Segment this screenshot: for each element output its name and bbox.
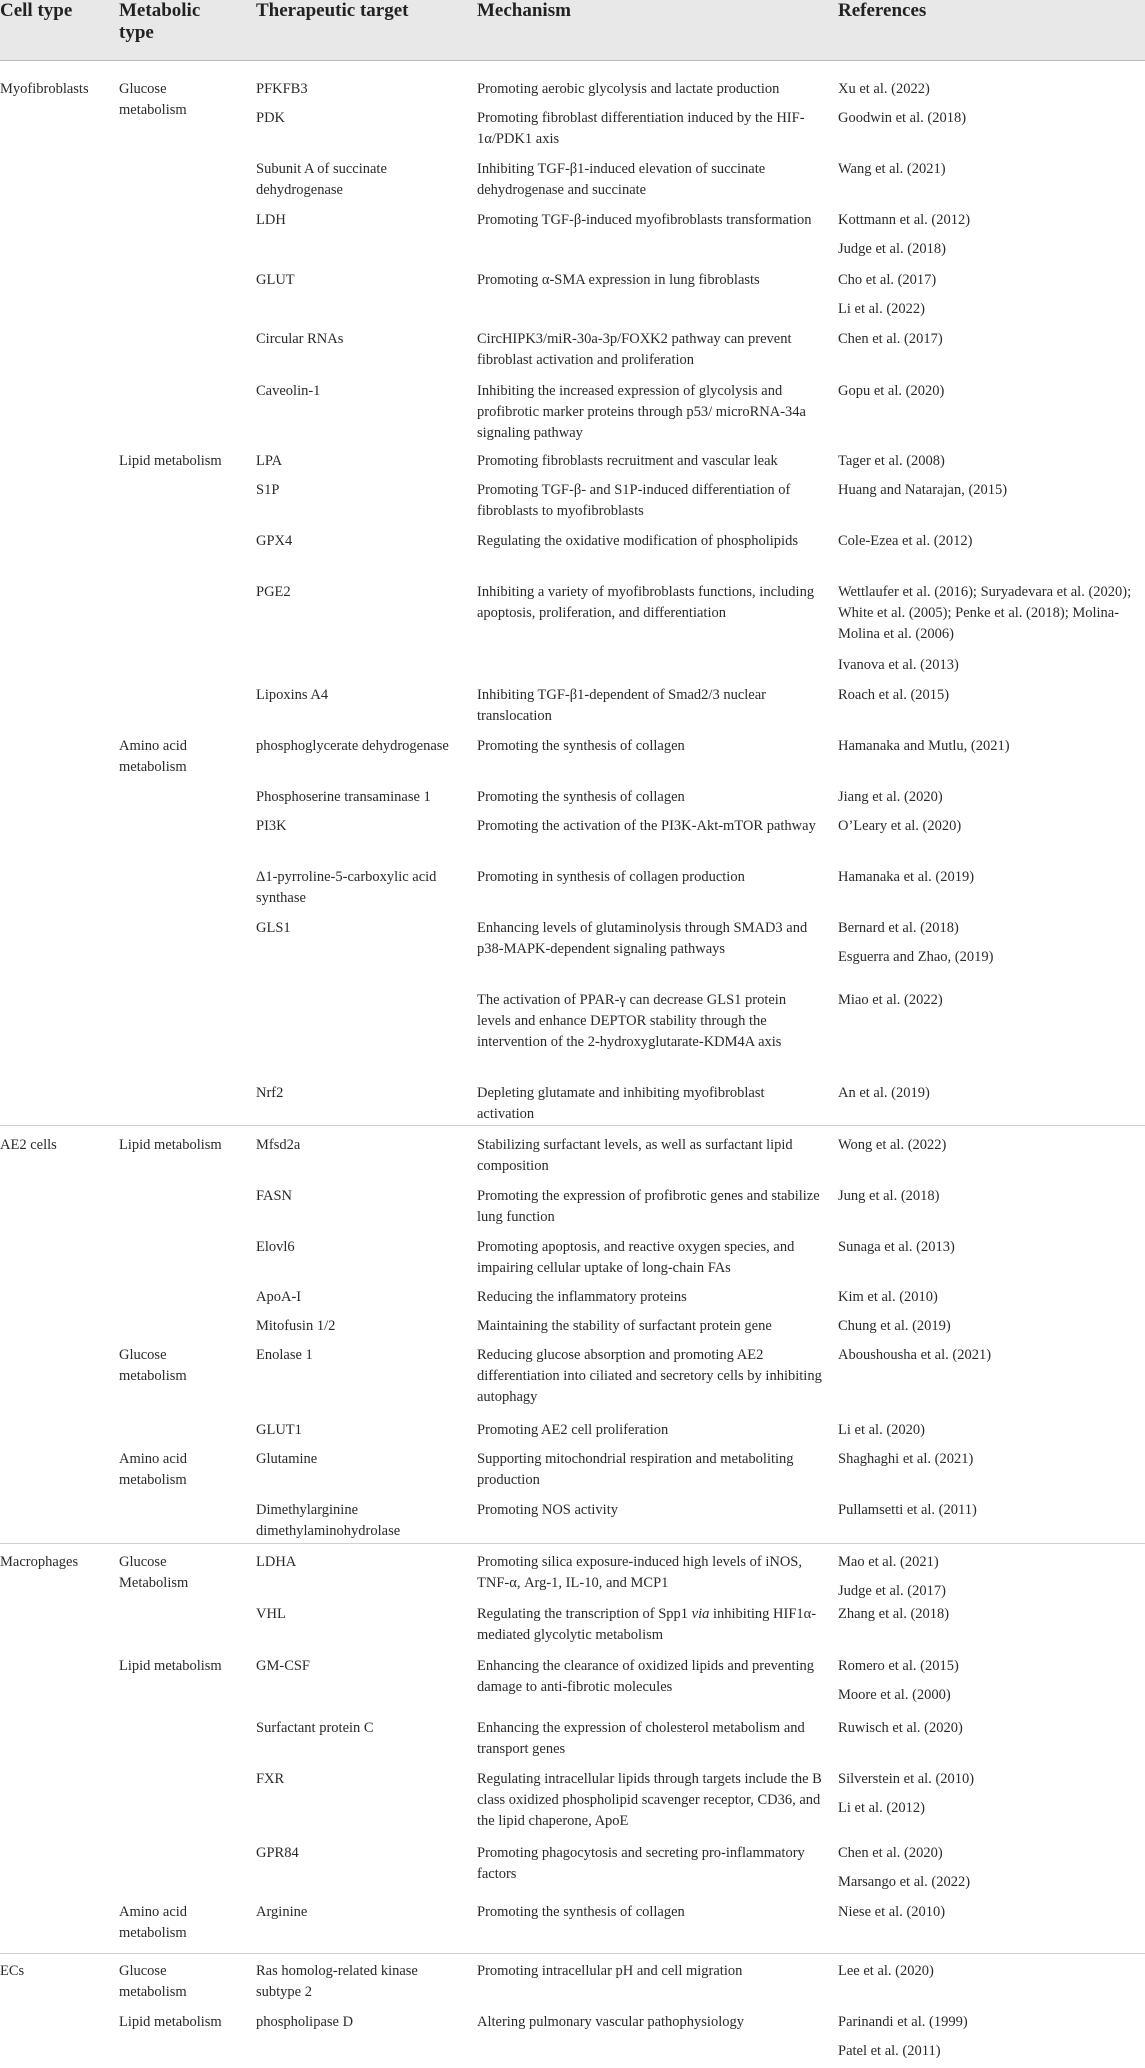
target-cell: PGE2 <box>256 584 291 600</box>
reference-cell: Miao et al. (2022) <box>838 992 943 1008</box>
target-cell: S1P <box>256 482 280 498</box>
cell-type-label: Macrophages <box>0 1554 79 1570</box>
reference-cell: Kim et al. (2010) <box>838 1289 938 1305</box>
reference-cell: Patel et al. (2011) <box>838 2043 941 2059</box>
section-divider <box>0 1125 1145 1126</box>
metabolic-type-label: Lipid metabolism <box>119 1658 222 1674</box>
mechanism-cell: Inhibiting a variety of myofibroblasts functions, including apoptosis, proliferation, and differentiation <box>477 584 815 621</box>
mechanism-cell: Enhancing the expression of cholesterol metabolism and transport genes <box>477 1720 805 1757</box>
reference-cell: Wang et al. (2021) <box>838 161 946 177</box>
target-cell: LDH <box>256 212 286 228</box>
reference-cell: Gopu et al. (2020) <box>838 383 945 399</box>
metabolic-type-label: Lipid metabolism <box>119 453 222 469</box>
target-cell: GM-CSF <box>256 1658 310 1674</box>
reference-cell: Li et al. (2022) <box>838 301 925 317</box>
reference-cell: Wettlaufer et al. (2016); Suryadevara et al. (2020); White et al. (2005); Penke et al. (2018); Molina-Molina et al. (2006) <box>838 584 1132 642</box>
reference-cell: Bernard et al. (2018) <box>838 920 959 936</box>
mechanism-cell: Promoting fibroblast differentiation induced by the HIF-1α/PDK1 axis <box>477 110 805 147</box>
reference-cell: Sunaga et al. (2013) <box>838 1239 955 1255</box>
metabolic-type-label: Glucose Metabolism <box>119 1554 189 1591</box>
metabolic-type-label: Glucose metabolism <box>119 1347 187 1384</box>
mechanism-cell: Promoting the expression of profibrotic genes and stabilize lung function <box>477 1188 820 1225</box>
reference-cell: Mao et al. (2021) <box>838 1554 939 1570</box>
mechanism-cell: Maintaining the stability of surfactant protein gene <box>477 1318 772 1334</box>
reference-cell: Kottmann et al. (2012) <box>838 212 971 228</box>
mechanism-cell-vhl <box>477 1604 822 1646</box>
header-cell-type: Cell type <box>0 0 73 21</box>
header-mechanism: Mechanism <box>477 0 571 21</box>
mechanism-cell: Altering pulmonary vascular pathophysiology <box>477 2014 744 2030</box>
metabolic-type-label: Amino acid metabolism <box>119 738 188 775</box>
target-cell: Caveolin-1 <box>256 383 321 399</box>
target-cell: Ras homolog-related kinase subtype 2 <box>256 1963 418 2000</box>
target-cell: Mfsd2a <box>256 1137 301 1153</box>
target-cell: VHL <box>256 1606 286 1622</box>
reference-cell: Chen et al. (2020) <box>838 1845 943 1861</box>
target-cell: Surfactant protein C <box>256 1720 374 1736</box>
mechanism-cell: Supporting mitochondrial respiration and metaboliting production <box>477 1451 794 1488</box>
header-references: References <box>838 0 927 21</box>
reference-cell: Huang and Natarajan, (2015) <box>838 482 1008 498</box>
metabolic-type-label: Amino acid metabolism <box>119 1451 188 1488</box>
reference-cell: Aboushousha et al. (2021) <box>838 1347 992 1363</box>
target-cell: GPX4 <box>256 533 293 549</box>
reference-cell: Jung et al. (2018) <box>838 1188 940 1204</box>
target-cell: Δ1-pyrroline-5-carboxylic acid synthase <box>256 869 437 906</box>
section-divider <box>0 1543 1145 1544</box>
mechanism-cell: Promoting apoptosis, and reactive oxygen species, and impairing cellular uptake of long-chain FAs <box>477 1239 795 1276</box>
mechanism-cell: Inhibiting TGF-β1-dependent of Smad2/3 nuclear translocation <box>477 687 766 724</box>
target-cell: Arginine <box>256 1904 308 1920</box>
target-cell: GPR84 <box>256 1845 299 1861</box>
mechanism-cell: Promoting the activation of the PI3K-Akt-mTOR pathway <box>477 818 816 834</box>
reference-cell: Niese et al. (2010) <box>838 1904 946 1920</box>
mechanism-cell: CircHIPK3/miR-30a-3p/FOXK2 pathway can prevent fibroblast activation and proliferation <box>477 331 792 368</box>
vhl-mechanism-text-2: inhibiting HIF1α-mediated glycolytic metabolism <box>477 1606 817 1643</box>
target-cell: FXR <box>256 1771 285 1787</box>
target-cell: phospholipase D <box>256 2014 354 2030</box>
metabolic-type-label: Glucose metabolism <box>119 81 187 118</box>
target-cell: GLS1 <box>256 920 291 936</box>
reference-cell: Zhang et al. (2018) <box>838 1606 950 1622</box>
metabolic-type-label: Glucose metabolism <box>119 1963 187 2000</box>
reference-cell: Chung et al. (2019) <box>838 1318 951 1334</box>
target-cell: LDHA <box>256 1554 297 1570</box>
mechanism-cell: Inhibiting TGF-β1-induced elevation of succinate dehydrogenase and succinate <box>477 161 766 198</box>
reference-cell: O’Leary et al. (2020) <box>838 818 962 834</box>
reference-cell: Romero et al. (2015) <box>838 1658 959 1674</box>
metabolic-type-label: Amino acid metabolism <box>119 1904 188 1941</box>
target-cell: FASN <box>256 1188 292 1204</box>
mechanism-cell: Promoting NOS activity <box>477 1502 618 1518</box>
reference-cell: Roach et al. (2015) <box>838 687 950 703</box>
header-metabolic-type: Metabolic type <box>119 0 201 43</box>
target-cell: Phosphoserine transaminase 1 <box>256 789 431 805</box>
mechanism-cell: Promoting silica exposure-induced high levels of iNOS, TNF-α, Arg-1, IL-10, and MCP1 <box>477 1554 802 1591</box>
mechanism-cell: Inhibiting the increased expression of glycolysis and profibrotic marker proteins through p53/ microRNA-34a signaling pathway <box>477 383 806 441</box>
reference-cell: Cho et al. (2017) <box>838 272 937 288</box>
target-cell: phosphoglycerate dehydrogenase <box>256 738 449 754</box>
mechanism-cell: Promoting fibroblasts recruitment and vascular leak <box>477 453 778 469</box>
reference-cell: Judge et al. (2018) <box>838 241 946 257</box>
target-cell: Enolase 1 <box>256 1347 313 1363</box>
mechanism-cell: Regulating intracellular lipids through targets include the B class oxidized phospholipid scavenger receptor, CD36, and the lipid chaperone, ApoE <box>477 1771 822 1829</box>
mechanism-cell: Promoting TGF-β-induced myofibroblasts transformation <box>477 212 812 228</box>
cell-type-label: AE2 cells <box>0 1137 57 1153</box>
target-cell: GLUT <box>256 272 295 288</box>
vhl-mechanism-text-1: Regulating the transcription of Spp1 <box>477 1606 692 1622</box>
reference-cell: Ruwisch et al. (2020) <box>838 1720 963 1736</box>
mechanism-cell: Promoting the synthesis of collagen <box>477 789 685 805</box>
header-therapeutic-target: Therapeutic target <box>256 0 409 21</box>
reference-cell: Hamanaka et al. (2019) <box>838 869 975 885</box>
reference-cell: Judge et al. (2017) <box>838 1583 946 1599</box>
target-cell: PI3K <box>256 818 287 834</box>
cell-type-label: Myofibroblasts <box>0 81 89 97</box>
target-cell: Glutamine <box>256 1451 318 1467</box>
reference-cell: An et al. (2019) <box>838 1085 930 1101</box>
target-cell: Circular RNAs <box>256 331 344 347</box>
target-cell: LPA <box>256 453 283 469</box>
target-cell: Elovl6 <box>256 1239 295 1255</box>
target-cell: Dimethylarginine dimethylaminohydrolase <box>256 1502 401 1539</box>
mechanism-cell: Enhancing the clearance of oxidized lipids and preventing damage to anti-fibrotic molecules <box>477 1658 814 1695</box>
target-cell: GLUT1 <box>256 1422 302 1438</box>
reference-cell: Ivanova et al. (2013) <box>838 657 959 673</box>
reference-cell: Wong et al. (2022) <box>838 1137 947 1153</box>
mechanism-cell: Promoting in synthesis of collagen production <box>477 869 745 885</box>
target-cell: Nrf2 <box>256 1085 284 1101</box>
mechanism-cell: Depleting glutamate and inhibiting myofibroblast activation <box>477 1085 765 1122</box>
target-cell: PDK <box>256 110 286 126</box>
reference-cell: Xu et al. (2022) <box>838 81 930 97</box>
reference-cell: Li et al. (2020) <box>838 1422 925 1438</box>
mechanism-cell: Regulating the oxidative modification of phospholipids <box>477 533 798 549</box>
mechanism-cell: Enhancing levels of glutaminolysis through SMAD3 and p38-MAPK-dependent signaling pathways <box>477 920 808 957</box>
reference-cell: Tager et al. (2008) <box>838 453 945 469</box>
target-cell: PFKFB3 <box>256 81 308 97</box>
reference-cell: Silverstein et al. (2010) <box>838 1771 975 1787</box>
reference-cell: Jiang et al. (2020) <box>838 789 943 805</box>
metabolic-type-label: Lipid metabolism <box>119 2014 222 2030</box>
reference-cell: Shaghaghi et al. (2021) <box>838 1451 974 1467</box>
target-cell: Lipoxins A4 <box>256 687 329 703</box>
metabolic-type-label: Lipid metabolism <box>119 1137 222 1153</box>
mechanism-cell: Promoting TGF-β- and S1P-induced differentiation of fibroblasts to myofibroblasts <box>477 482 791 519</box>
target-cell: Mitofusin 1/2 <box>256 1318 336 1334</box>
reference-cell: Esguerra and Zhao, (2019) <box>838 949 994 965</box>
reference-cell: Li et al. (2012) <box>838 1800 925 1816</box>
mechanism-cell: Promoting aerobic glycolysis and lactate production <box>477 81 780 97</box>
mechanism-cell: Promoting α-SMA expression in lung fibroblasts <box>477 272 760 288</box>
mechanism-cell: Promoting AE2 cell proliferation <box>477 1422 669 1438</box>
mechanism-cell: Reducing the inflammatory proteins <box>477 1289 687 1305</box>
section-divider <box>0 1953 1145 1954</box>
mechanism-cell: Promoting the synthesis of collagen <box>477 1904 685 1920</box>
vhl-mechanism-via: via <box>691 1606 710 1622</box>
mechanism-cell: Reducing glucose absorption and promoting AE2 differentiation into ciliated and secretory cells by inhibiting autophagy <box>477 1347 822 1405</box>
reference-cell: Lee et al. (2020) <box>838 1963 934 1979</box>
reference-cell: Cole-Ezea et al. (2012) <box>838 533 973 549</box>
cell-type-label: ECs <box>0 1963 25 1979</box>
reference-cell: Chen et al. (2017) <box>838 331 943 347</box>
mechanism-cell: The activation of PPAR-γ can decrease GLS1 protein levels and enhance DEPTOR stability through the intervention of the 2-hydroxyglutarate-KDM4A axis <box>477 992 787 1050</box>
reference-cell: Moore et al. (2000) <box>838 1687 951 1703</box>
mechanism-cell: Stabilizing surfactant levels, as well as surfactant lipid composition <box>477 1137 793 1174</box>
target-cell: ApoA-I <box>256 1289 302 1305</box>
reference-cell: Hamanaka and Mutlu, (2021) <box>838 738 1010 754</box>
mechanism-cell: Promoting intracellular pH and cell migration <box>477 1963 743 1979</box>
reference-cell: Pullamsetti et al. (2011) <box>838 1502 977 1518</box>
reference-cell: Goodwin et al. (2018) <box>838 110 967 126</box>
mechanism-cell: Promoting the synthesis of collagen <box>477 738 685 754</box>
target-cell: Subunit A of succinate dehydrogenase <box>256 161 387 198</box>
reference-cell: Parinandi et al. (1999) <box>838 2014 968 2030</box>
mechanism-cell: Promoting phagocytosis and secreting pro-inflammatory factors <box>477 1845 805 1882</box>
reference-cell: Marsango et al. (2022) <box>838 1874 971 1890</box>
